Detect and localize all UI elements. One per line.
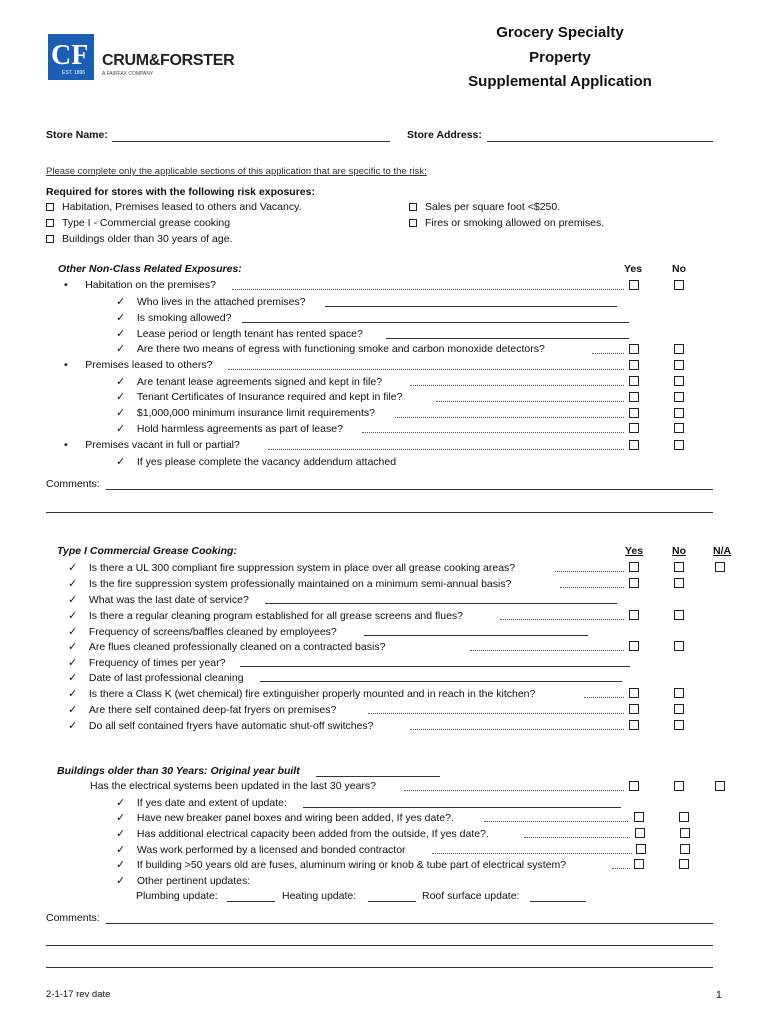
form-title-line3: Supplemental Application xyxy=(468,73,652,90)
screen-frequency-input[interactable] xyxy=(364,635,588,636)
checkbox[interactable] xyxy=(46,203,54,211)
no-checkbox[interactable] xyxy=(679,812,689,822)
no-checkbox[interactable] xyxy=(674,423,684,433)
yes-checkbox[interactable] xyxy=(629,392,639,402)
required-item-habitation: Habitation, Premises leased to others and Vacancy. xyxy=(46,201,302,213)
who-lives-input[interactable] xyxy=(325,306,617,307)
rev-date: 2-1-17 rev date xyxy=(46,989,111,1000)
plumbing-update-input[interactable] xyxy=(227,901,275,902)
section2-col-no: No xyxy=(672,545,686,557)
grease-item-ul300: ✓ Is there a UL 300 compliant fire suppression system in place over all grease cooking areas? xyxy=(68,562,516,574)
checkbox[interactable] xyxy=(409,219,417,227)
roof-update-label: Roof surface update: xyxy=(422,890,520,902)
store-name-label: Store Name: xyxy=(46,129,108,141)
last-service-input[interactable] xyxy=(265,603,617,604)
no-checkbox[interactable] xyxy=(674,360,684,370)
required-item-fires: Fires or smoking allowed on premises. xyxy=(409,217,604,229)
yes-checkbox[interactable] xyxy=(629,280,639,290)
no-checkbox[interactable] xyxy=(674,610,684,620)
store-address-label: Store Address: xyxy=(407,129,482,141)
no-checkbox[interactable] xyxy=(674,641,684,651)
logo-est: EST. 1896 xyxy=(62,70,86,76)
electrical-sub-date-extent: ✓ If yes date and extent of update: xyxy=(116,797,287,809)
instructions: Please complete only the applicable sections of this application that are specific to the risk: xyxy=(46,166,427,177)
yes-checkbox[interactable] xyxy=(629,720,639,730)
sub-lease-period: ✓ Lease period or length tenant has rented space? xyxy=(116,328,363,340)
sub-egress: ✓ Are there two means of egress with functioning smoke and carbon monoxide detectors? xyxy=(116,343,545,355)
checkbox[interactable] xyxy=(409,203,417,211)
electrical-updated-question: Has the electrical systems been updated in the last 30 years? xyxy=(90,780,376,792)
grease-item-last-cleaning: ✓ Date of last professional cleaning xyxy=(68,672,244,684)
comments-input-2b[interactable] xyxy=(46,945,713,946)
store-name-input[interactable] xyxy=(112,141,390,142)
no-checkbox[interactable] xyxy=(674,280,684,290)
yes-checkbox[interactable] xyxy=(629,440,639,450)
required-heading: Required for stores with the following risk exposures: xyxy=(46,186,315,198)
electrical-sub-other: ✓ Other pertinent updates: xyxy=(116,875,251,887)
yes-checkbox[interactable] xyxy=(629,423,639,433)
no-checkbox[interactable] xyxy=(674,392,684,402)
section2-col-na: N/A xyxy=(713,545,732,557)
sub-tenant-certificates: ✓ Tenant Certificates of Insurance required and kept in file? xyxy=(116,391,403,403)
section2-col-yes: Yes xyxy=(625,545,644,557)
yes-checkbox[interactable] xyxy=(629,376,639,386)
section1-col-no: No xyxy=(672,263,686,275)
yes-checkbox[interactable] xyxy=(629,344,639,354)
section1-col-yes: Yes xyxy=(624,263,643,275)
no-checkbox[interactable] xyxy=(680,828,690,838)
section3-title: Buildings older than 30 Years: Original year built xyxy=(57,765,300,777)
form-title-line2: Property xyxy=(529,49,591,66)
heating-update-input[interactable] xyxy=(368,901,416,902)
electrical-sub-contractor: ✓ Was work performed by a licensed and bonded contractor xyxy=(116,844,406,856)
lease-period-input[interactable] xyxy=(386,338,629,339)
required-item-grease: Type I - Commercial grease cooking xyxy=(46,217,230,229)
yes-checkbox[interactable] xyxy=(636,844,646,854)
na-checkbox[interactable] xyxy=(715,781,725,791)
company-name: CRUM&FORSTER xyxy=(102,52,235,69)
comments-input-1b[interactable] xyxy=(46,512,713,513)
no-checkbox[interactable] xyxy=(674,688,684,698)
times-per-year-input[interactable] xyxy=(240,666,630,667)
logo-letters: CF xyxy=(51,40,89,71)
no-checkbox[interactable] xyxy=(674,720,684,730)
no-checkbox[interactable] xyxy=(674,408,684,418)
section1-title: Other Non-Class Related Exposures: xyxy=(58,263,242,275)
bullet-habitation: • Habitation on the premises? xyxy=(64,279,216,291)
grease-item-class-k: ✓ Is there a Class K (wet chemical) fire extinguisher properly mounted and in reach in the kitchen? xyxy=(68,688,536,700)
checkbox[interactable] xyxy=(46,219,54,227)
yes-checkbox[interactable] xyxy=(629,610,639,620)
yes-checkbox[interactable] xyxy=(629,360,639,370)
sub-who-lives: ✓ Who lives in the attached premises? xyxy=(116,296,306,308)
comments-input-2c[interactable] xyxy=(46,967,713,968)
roof-update-input[interactable] xyxy=(530,901,586,902)
sub-vacancy-addendum: ✓ If yes please complete the vacancy addendum attached xyxy=(116,456,397,468)
yes-checkbox[interactable] xyxy=(629,641,639,651)
comments-label-2: Comments: xyxy=(46,912,100,924)
no-checkbox[interactable] xyxy=(674,344,684,354)
page-number: 1 xyxy=(716,989,722,1001)
yes-checkbox[interactable] xyxy=(634,859,644,869)
sub-hold-harmless: ✓ Hold harmless agreements as part of lease? xyxy=(116,423,343,435)
plumbing-update-label: Plumbing update: xyxy=(136,890,218,902)
na-checkbox[interactable] xyxy=(715,562,725,572)
grease-item-maintained: ✓ Is the fire suppression system professionally maintained on a minimum semi-annual basis? xyxy=(68,578,512,590)
no-checkbox[interactable] xyxy=(674,578,684,588)
required-item-sales: Sales per square foot <$250. xyxy=(409,201,560,213)
grease-item-screen-frequency: ✓ Frequency of screens/baffles cleaned by employees? xyxy=(68,626,337,638)
checkbox[interactable] xyxy=(46,235,54,243)
grease-item-times-per-year: ✓ Frequency of times per year? xyxy=(68,657,226,669)
bullet-vacant: • Premises vacant in full or partial? xyxy=(64,439,240,451)
yes-checkbox[interactable] xyxy=(635,828,645,838)
electrical-sub-fuses: ✓ If building >50 years old are fuses, aluminum wiring or knob & tube part of electrical system? xyxy=(116,859,567,871)
no-checkbox[interactable] xyxy=(674,440,684,450)
grease-item-cleaning-program: ✓ Is there a regular cleaning program established for all grease screens and flues? xyxy=(68,610,464,622)
original-year-input[interactable] xyxy=(316,776,440,777)
required-item-buildings: Buildings older than 30 years of age. xyxy=(46,233,232,245)
electrical-sub-breaker: ✓ Have new breaker panel boxes and wiring been added, If yes date?. xyxy=(116,812,454,824)
no-checkbox[interactable] xyxy=(679,859,689,869)
heating-update-label: Heating update: xyxy=(282,890,357,902)
yes-checkbox[interactable] xyxy=(629,781,639,791)
store-address-input[interactable] xyxy=(487,141,713,142)
sub-lease-agreements: ✓ Are tenant lease agreements signed and kept in file? xyxy=(116,376,383,388)
date-extent-input[interactable] xyxy=(303,807,621,808)
yes-checkbox[interactable] xyxy=(629,562,639,572)
smoking-input[interactable] xyxy=(242,322,629,323)
last-cleaning-input[interactable] xyxy=(260,681,622,682)
grease-item-last-service: ✓ What was the last date of service? xyxy=(68,594,249,606)
yes-checkbox[interactable] xyxy=(629,688,639,698)
company-subtitle: A FAIRFAX COMPANY xyxy=(102,71,154,77)
grease-item-deep-fat-fryers: ✓ Are there self contained deep-fat fryers on premises? xyxy=(68,704,337,716)
yes-checkbox[interactable] xyxy=(629,578,639,588)
comments-input-1[interactable] xyxy=(106,489,713,490)
sub-smoking: ✓ Is smoking allowed? xyxy=(116,312,232,324)
sub-insurance-limit: ✓ $1,000,000 minimum insurance limit requirements? xyxy=(116,407,376,419)
bullet-leased: • Premises leased to others? xyxy=(64,359,213,371)
no-checkbox[interactable] xyxy=(674,704,684,714)
yes-checkbox[interactable] xyxy=(634,812,644,822)
form-title-line1: Grocery Specialty xyxy=(496,24,624,41)
no-checkbox[interactable] xyxy=(674,376,684,386)
comments-input-2[interactable] xyxy=(106,923,713,924)
no-checkbox[interactable] xyxy=(674,781,684,791)
grease-item-flues-contracted: ✓ Are flues cleaned professionally cleaned on a contracted basis? xyxy=(68,641,386,653)
electrical-sub-capacity: ✓ Has additional electrical capacity been added from the outside, If yes date?. xyxy=(116,828,489,840)
yes-checkbox[interactable] xyxy=(629,704,639,714)
no-checkbox[interactable] xyxy=(674,562,684,572)
comments-label-1: Comments: xyxy=(46,478,100,490)
no-checkbox[interactable] xyxy=(680,844,690,854)
yes-checkbox[interactable] xyxy=(629,408,639,418)
company-logo-mark xyxy=(48,34,94,80)
grease-item-shutoff: ✓ Do all self contained fryers have automatic shut-off switches? xyxy=(68,720,374,732)
section2-title: Type I Commercial Grease Cooking: xyxy=(57,545,237,557)
